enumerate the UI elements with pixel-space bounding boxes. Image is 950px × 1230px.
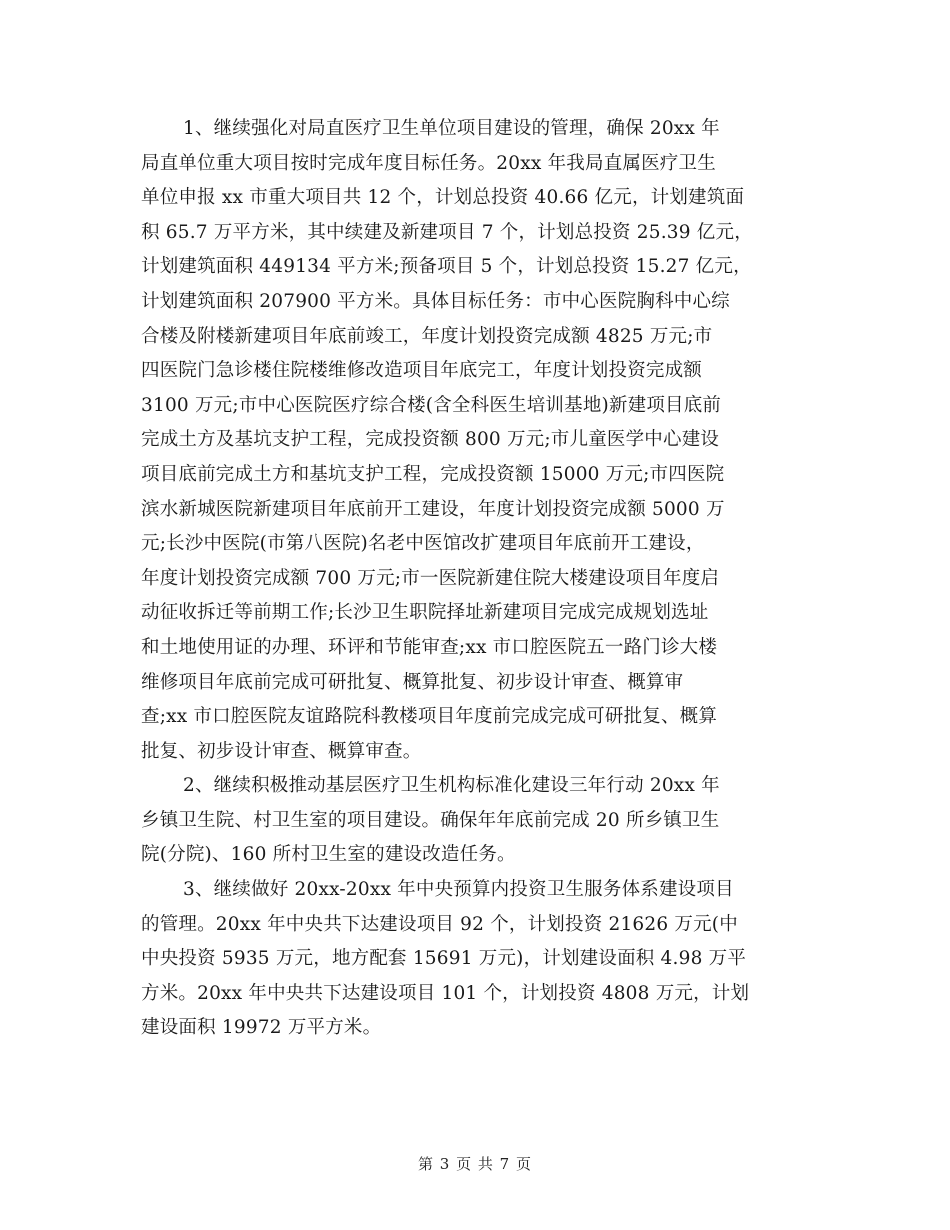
paragraph-line: 项目底前完成土方和基坑支护工程，完成投资额 15000 万元;市四医院: [141, 463, 725, 485]
paragraph-line: 局直单位重大项目按时完成年度目标任务。20xx 年我局直属医疗卫生: [141, 152, 716, 174]
paragraph-2: [141, 769, 821, 873]
paragraph-line: 积 65.7 万平方米，其中续建及新建项目 7 个，计划总投资 25.39 亿元，: [141, 221, 753, 243]
paragraph-line: 年度计划投资完成额 700 万元;市一医院新建住院大楼建设项目年度启: [141, 567, 720, 589]
paragraph-line: 的管理。20xx 年中央共下达建设项目 92 个，计划投资 21626 万元(中: [141, 913, 738, 935]
paragraph-line: 查;xx 市口腔医院友谊路院科教楼项目年度前完成完成可研批复、概算: [141, 706, 718, 728]
paragraph-3: [141, 873, 821, 1046]
paragraph-line: 滨水新城医院新建项目年底前开工建设，年度计划投资完成额 5000 万: [141, 498, 725, 520]
paragraph-line: 方米。20xx 年中央共下达建设项目 101 个，计划投资 4808 万元，计划: [141, 982, 750, 1004]
paragraph-line: 1、继续强化对局直医疗卫生单位项目建设的管理，确保 20xx 年: [183, 118, 720, 139]
paragraph-line: 合楼及附楼新建项目年底前竣工，年度计划投资完成额 4825 万元;市: [141, 325, 713, 347]
paragraph-line: 元;长沙中医院(市第八医院)名老中医馆改扩建项目年底前开工建设，: [141, 533, 705, 555]
paragraph-line: 动征收拆迁等前期工作;长沙卫生职院择址新建项目完成完成规划选址: [141, 602, 709, 624]
paragraph-line: 和土地使用证的办理、环评和节能审查;xx 市口腔医院五一路门诊大楼: [141, 636, 718, 658]
paragraph-line: 单位申报 xx 市重大项目共 12 个，计划总投资 40.66 亿元，计划建筑面: [141, 187, 745, 209]
paragraph-line: 2、继续积极推动基层医疗卫生机构标准化建设三年行动 20xx 年: [183, 775, 720, 797]
paragraph-line: 3、继续做好 20xx-20xx 年中央预算内投资卫生服务体系建设项目: [183, 879, 734, 901]
paragraph-line: 中央投资 5935 万元，地方配套 15691 万元)，计划建设面积 4.98 万平: [141, 948, 747, 970]
paragraph-line: 维修项目年底前完成可研批复、概算批复、初步设计审查、概算审: [141, 671, 684, 693]
paragraph-line: 3100 万元;市中心医院医疗综合楼(含全科医生培训基地)新建项目底前: [141, 394, 722, 416]
page-number-footer: 第 3 页 共 7 页: [418, 1155, 532, 1173]
paragraph-line: 四医院门急诊楼住院楼维修改造项目年底完工，年度计划投资完成额: [141, 360, 703, 382]
paragraph-1: [141, 112, 821, 769]
paragraph-line: 完成土方及基坑支护工程，完成投资额 800 万元;市儿童医学中心建设: [141, 429, 720, 451]
paragraph-line: 院(分院)、160 所村卫生室的建设改造任务。: [141, 844, 516, 866]
paragraph-line: 计划建筑面积 207900 平方米。具体目标任务：市中心医院胸科中心综: [141, 290, 730, 312]
paragraph-line: 计划建筑面积 449134 平方米;预备项目 5 个，计划总投资 15.27 亿元，: [141, 256, 752, 278]
paragraph-line: 批复、初步设计审查、概算审查。: [141, 740, 422, 762]
paragraph-line: 乡镇卫生院、村卫生室的项目建设。确保年年底前完成 20 所乡镇卫生: [141, 809, 720, 831]
paragraph-line: 建设面积 19972 万平方米。: [141, 1017, 382, 1039]
document-body: [141, 112, 821, 1046]
